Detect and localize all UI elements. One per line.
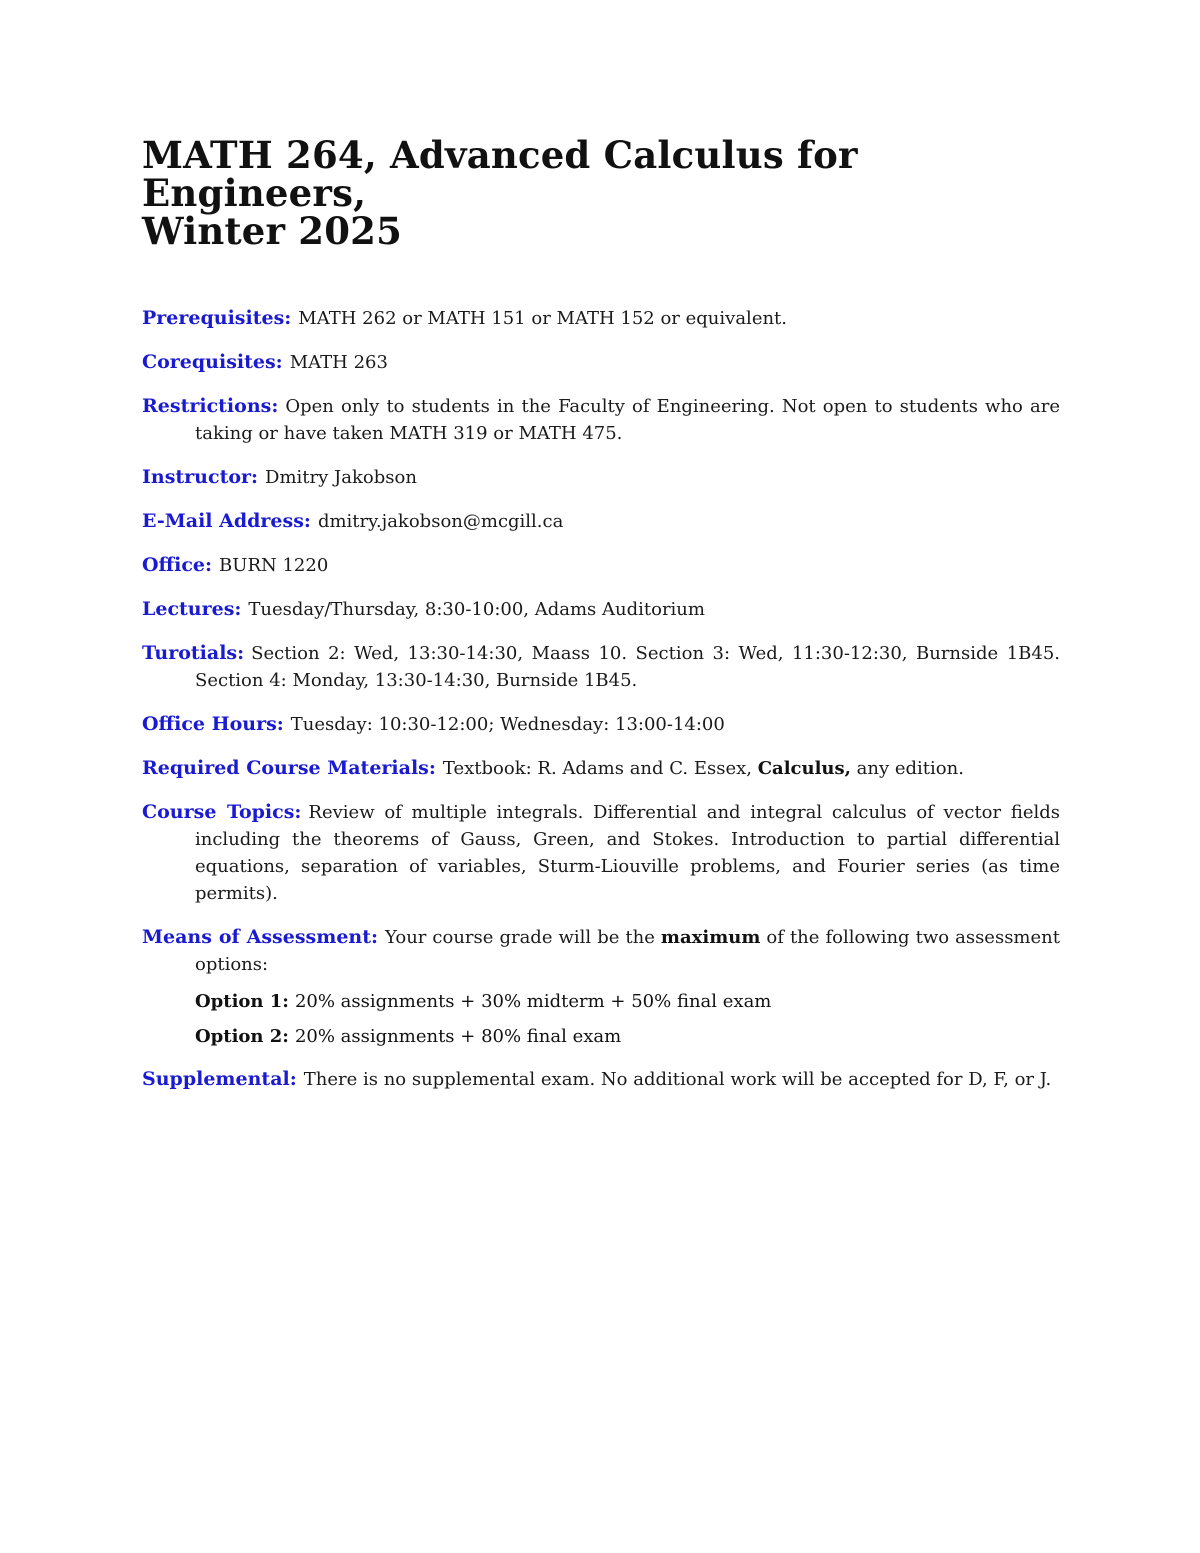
entry-materials: [142, 755, 1060, 782]
entry-lectures: [142, 596, 1060, 623]
email-value: dmitry.jakobson@mcgill.ca: [317, 511, 564, 532]
materials-value-after: any edition.: [856, 758, 964, 779]
assessment-options: [195, 988, 1060, 1050]
restrictions-label: Restrictions:: [142, 395, 279, 417]
prerequisites-label: Prerequisites:: [142, 307, 292, 329]
entry-corequisites: [142, 349, 1060, 376]
entry-supplemental: [142, 1066, 1060, 1093]
entry-instructor: [142, 464, 1060, 491]
tutorials-value: Section 2: Wed, 13:30-14:30, Maass 10. Section 3: Wed, 11:30-12:30, Burnside 1B45. Section 4: Monday, 13:30-14:30, Burnside 1B45.: [195, 643, 1060, 691]
title-line-2: Winter 2025: [142, 209, 403, 253]
option-1-value: 20% assignments + 30% midterm + 50% final exam: [294, 991, 772, 1012]
page-title: [142, 133, 1082, 253]
entry-email: [142, 508, 1060, 535]
materials-value-before: Textbook: R. Adams and C. Essex,: [442, 758, 752, 779]
corequisites-label: Corequisites:: [142, 351, 283, 373]
assessment-text: [142, 924, 1060, 978]
title-line-1: MATH 264, Advanced Calculus for Engineers,: [142, 133, 858, 215]
restrictions-value: Open only to students in the Faculty of Engineering. Not open to students who are taking or have taken MATH 319 or MATH 475.: [195, 396, 1060, 444]
assessment-option-2: [195, 1023, 1060, 1050]
instructor-value: Dmitry Jakobson: [265, 467, 417, 488]
course-info-list: [142, 305, 1060, 1110]
topics-value: Review of multiple integrals. Differential and integral calculus of vector fields including the theorems of Gauss, Green, and Stokes. Introduction to partial differential equations, separation of variables, Sturm-Liouville problems, and Fourier series (as time permits).: [195, 802, 1060, 904]
tutorials-label: Turotials:: [142, 642, 245, 664]
email-label: E-Mail Address:: [142, 510, 311, 532]
supplemental-label: Supplemental:: [142, 1068, 297, 1090]
entry-office-hours: [142, 711, 1060, 738]
entry-assessment: [142, 924, 1060, 1050]
assessment-value-before: Your course grade will be the: [385, 927, 655, 948]
entry-tutorials: [142, 640, 1060, 694]
textbook-title: Calculus,: [757, 758, 851, 779]
entry-office: [142, 552, 1060, 579]
entry-restrictions: [142, 393, 1060, 447]
option-2-label: Option 2:: [195, 1026, 289, 1047]
office-value: BURN 1220: [219, 555, 329, 576]
assessment-maximum: maximum: [660, 927, 761, 948]
office-hours-label: Office Hours:: [142, 713, 284, 735]
assessment-option-1: [195, 988, 1060, 1015]
topics-label: Course Topics:: [142, 801, 302, 823]
supplemental-value: There is no supplemental exam. No additional work will be accepted for D, F, or J.: [303, 1069, 1052, 1090]
office-label: Office:: [142, 554, 213, 576]
assessment-value-after: of the following two assessment options:: [195, 927, 1060, 975]
office-hours-value: Tuesday: 10:30-12:00; Wednesday: 13:00-14:00: [290, 714, 725, 735]
option-2-value: 20% assignments + 80% final exam: [294, 1026, 622, 1047]
prerequisites-value: MATH 262 or MATH 151 or MATH 152 or equivalent.: [298, 308, 788, 329]
entry-topics: [142, 799, 1060, 907]
materials-label: Required Course Materials:: [142, 757, 436, 779]
lectures-label: Lectures:: [142, 598, 242, 620]
lectures-value: Tuesday/Thursday, 8:30-10:00, Adams Auditorium: [248, 599, 705, 620]
entry-prerequisites: [142, 305, 1060, 332]
corequisites-value: MATH 263: [289, 352, 388, 373]
option-1-label: Option 1:: [195, 991, 289, 1012]
instructor-label: Instructor:: [142, 466, 259, 488]
assessment-label: Means of Assessment:: [142, 926, 379, 948]
